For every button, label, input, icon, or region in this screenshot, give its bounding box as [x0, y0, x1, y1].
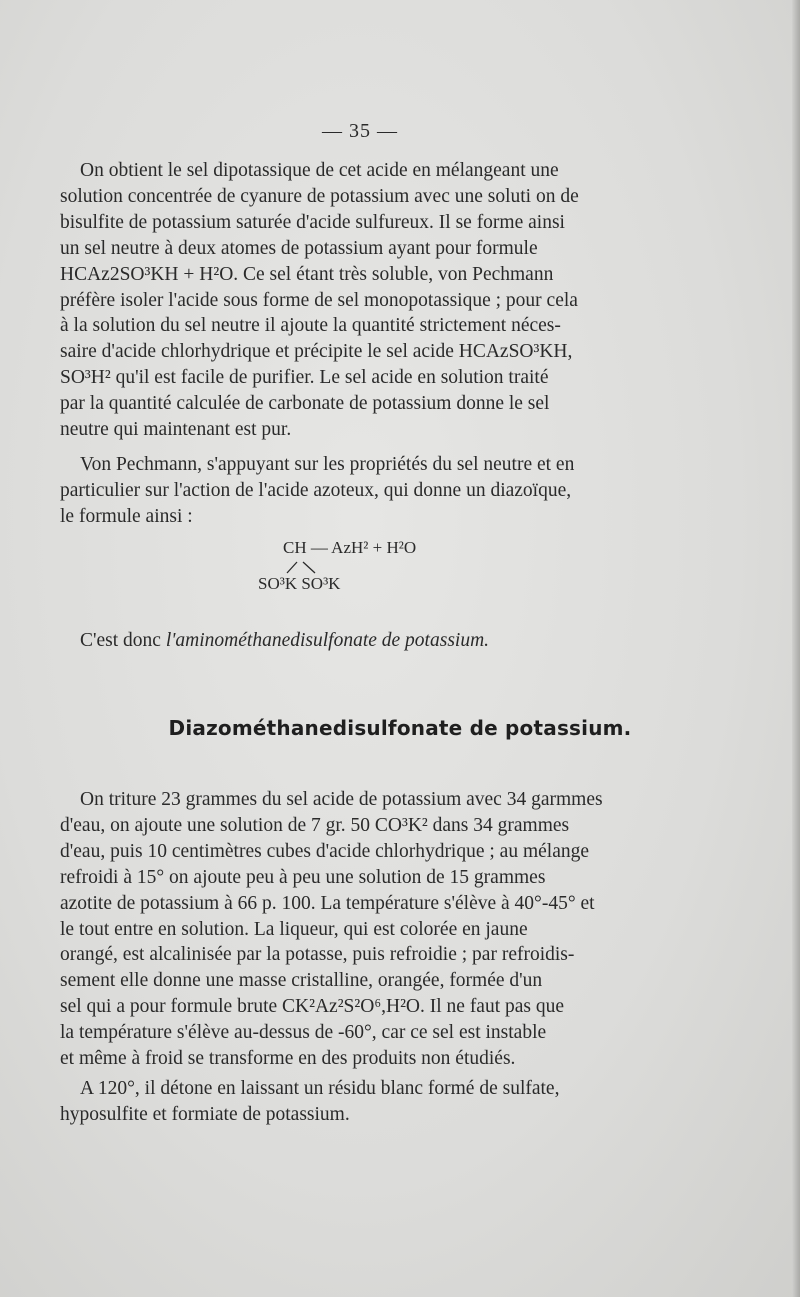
formula-line-2: SO³K SO³K — [258, 574, 341, 593]
text-line: On triture 23 grammes du sel acide de potassium avec 34 garmmes — [80, 789, 603, 810]
section-heading: Diazométhanedisulfonate de potassium. — [168, 716, 632, 740]
conclusion-italic: l'aminométhanedisulfonate de potassium. — [165, 630, 490, 651]
text-line: le formule ainsi : — [60, 505, 193, 527]
conclusion-line — [60, 628, 657, 654]
text-line: refroidi à 15° on ajoute peu à peu une solution de 15 grammes — [60, 866, 546, 888]
paragraph-2 — [60, 452, 657, 530]
text-line: HCAz2SO³KH + H²O. Ce sel étant très soluble, von Pechmann — [60, 263, 554, 285]
text-line: particulier sur l'action de l'acide azoteux, qui donne un diazoïque, — [60, 479, 572, 501]
text-line: azotite de potassium à 66 p. 100. La température s'élève à 40°-45° et — [60, 892, 595, 914]
text-line: d'eau, on ajoute une solution de 7 gr. 50 CO³K² dans 34 grammes — [60, 814, 570, 836]
text-line: sel qui a pour formule brute CK²Az²S²O⁶,H²O. Il ne faut pas que — [60, 996, 565, 1018]
paragraph-3 — [60, 787, 657, 1072]
page-number: — 35 — — [322, 120, 398, 142]
text-line: On obtient le sel dipotassique de cet acide en mélangeant une — [80, 160, 559, 181]
text-line: d'eau, puis 10 centimètres cubes d'acide chlorhydrique ; au mélange — [60, 840, 590, 862]
text-line: hyposulfite et formiate de potassium. — [60, 1103, 350, 1125]
conclusion-prefix: C'est donc — [80, 630, 166, 651]
page-edge-shadow — [792, 0, 800, 1297]
text-line: sement elle donne une masse cristalline, orangée, formée d'un — [60, 970, 543, 992]
text-line: neutre qui maintenant est pur. — [60, 419, 292, 441]
paragraph-1 — [60, 158, 657, 443]
text-line: et même à froid se transforme en des produits non étudiés. — [60, 1048, 516, 1070]
paragraph-4 — [60, 1076, 657, 1128]
text-line: préfère isoler l'acide sous forme de sel monopotassique ; pour cela — [60, 289, 578, 311]
formula-line-1: CH — AzH² + H²O — [283, 538, 417, 557]
text-line: solution concentrée de cyanure de potassium avec une soluti on de — [60, 185, 579, 207]
text-line: orangé, est alcalinisée par la potasse, puis refroidie ; par refroidis- — [60, 944, 575, 966]
text-line: SO³H² qu'il est facile de purifier. Le sel acide en solution traité — [60, 367, 549, 389]
text-line: Von Pechmann, s'appuyant sur les propriétés du sel neutre et en — [80, 454, 575, 475]
text-line: à la solution du sel neutre il ajoute la quantité strictement néces- — [60, 315, 561, 337]
text-line: la température s'élève au-dessus de -60°, car ce sel est instable — [60, 1022, 547, 1044]
text-line: un sel neutre à deux atomes de potassium ayant pour formule — [60, 237, 538, 259]
text-line: bisulfite de potassium saturée d'acide sulfureux. Il se forme ainsi — [60, 211, 565, 233]
text-line: par la quantité calculée de carbonate de potassium donne le sel — [60, 393, 550, 415]
text-line: saire d'acide chlorhydrique et précipite le sel acide HCAzSO³KH, — [60, 341, 573, 363]
text-line: le tout entre en solution. La liqueur, qui est colorée en jaune — [60, 918, 528, 940]
text-line: A 120°, il détone en laissant un résidu blanc formé de sulfate, — [80, 1078, 560, 1099]
